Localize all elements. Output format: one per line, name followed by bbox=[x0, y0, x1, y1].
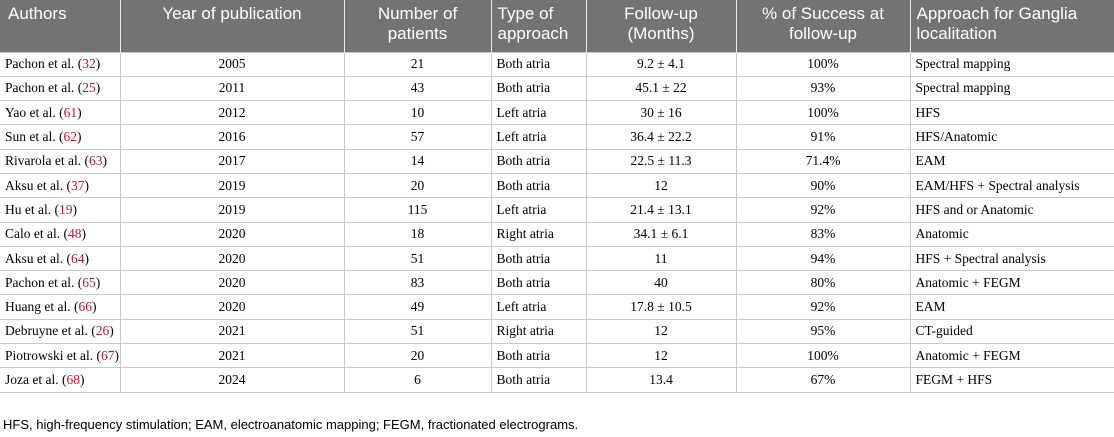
reference-link[interactable]: 63 bbox=[88, 153, 103, 169]
cell-author: Pachon et al. (65) bbox=[0, 271, 120, 295]
cell-ganglia: Anatomic + FEGM bbox=[910, 271, 1114, 295]
cell-patients: 10 bbox=[344, 101, 491, 125]
reference-link[interactable]: 66 bbox=[78, 299, 92, 315]
cell-author: Yao et al. (61) bbox=[0, 101, 120, 125]
cell-success: 90% bbox=[736, 173, 910, 197]
cell-ganglia: EAM bbox=[910, 149, 1114, 173]
table-row bbox=[0, 295, 1114, 319]
reference-link[interactable]: 67 bbox=[101, 347, 115, 363]
reference-link[interactable]: 61 bbox=[63, 104, 78, 120]
cell-patients: 115 bbox=[344, 198, 491, 222]
table-row bbox=[0, 52, 1114, 76]
cell-ganglia: CT-guided bbox=[910, 319, 1114, 343]
cell-patients: 14 bbox=[344, 149, 491, 173]
author-name: Aksu et al. bbox=[5, 177, 64, 193]
cell-ganglia: HFS/Anatomic bbox=[910, 125, 1114, 149]
cell-author: Debruyne et al. (26) bbox=[0, 319, 120, 343]
cell-followup: 34.1 ± 6.1 bbox=[586, 222, 736, 246]
cell-success: 67% bbox=[736, 368, 910, 392]
author-name: Piotrowski et al. bbox=[5, 347, 94, 363]
header-authors: Authors bbox=[0, 0, 120, 52]
cell-author: Rivarola et al. (63) bbox=[0, 149, 120, 173]
cell-ganglia: Anatomic + FEGM bbox=[910, 344, 1114, 368]
cell-followup: 36.4 ± 22.2 bbox=[586, 125, 736, 149]
cell-approach: Left atria bbox=[491, 101, 586, 125]
table-row bbox=[0, 198, 1114, 222]
table-row bbox=[0, 125, 1114, 149]
header-followup: Follow-up (Months) bbox=[586, 0, 736, 52]
cell-author: Pachon et al. (32) bbox=[0, 52, 120, 76]
cell-success: 83% bbox=[736, 222, 910, 246]
reference-link[interactable]: 65 bbox=[82, 274, 96, 290]
cell-followup: 13.4 bbox=[586, 368, 736, 392]
table-row bbox=[0, 246, 1114, 270]
author-name: Huang et al. bbox=[5, 299, 71, 315]
cell-year: 2020 bbox=[120, 246, 344, 270]
cell-ganglia: EAM/HFS + Spectral analysis bbox=[910, 173, 1114, 197]
table-row bbox=[0, 149, 1114, 173]
cell-patients: 6 bbox=[344, 368, 491, 392]
cell-followup: 22.5 ± 11.3 bbox=[586, 149, 736, 173]
cell-year: 2020 bbox=[120, 295, 344, 319]
cell-success: 94% bbox=[736, 246, 910, 270]
author-name: Aksu et al. bbox=[5, 250, 64, 266]
cell-year: 2024 bbox=[120, 368, 344, 392]
cell-ganglia: Spectral mapping bbox=[910, 76, 1114, 100]
cell-author: Calo et al. (48) bbox=[0, 222, 120, 246]
cell-success: 93% bbox=[736, 76, 910, 100]
author-name: Hu et al. bbox=[5, 201, 52, 217]
cell-author: Aksu et al. (64) bbox=[0, 246, 120, 270]
header-ganglia: Approach for Ganglia localitation bbox=[910, 0, 1114, 52]
cell-author: Joza et al. (68) bbox=[0, 368, 120, 392]
cell-approach: Both atria bbox=[491, 344, 586, 368]
cell-author: Hu et al. (19) bbox=[0, 198, 120, 222]
cell-year: 2021 bbox=[120, 344, 344, 368]
cell-ganglia: HFS + Spectral analysis bbox=[910, 246, 1114, 270]
cell-year: 2020 bbox=[120, 222, 344, 246]
reference-link[interactable]: 48 bbox=[67, 226, 82, 242]
author-name: Rivarola et al. bbox=[5, 153, 82, 169]
author-name: Debruyne et al. bbox=[5, 323, 88, 339]
header-year: Year of publication bbox=[120, 0, 344, 52]
cell-ganglia: EAM bbox=[910, 295, 1114, 319]
cell-year: 2021 bbox=[120, 319, 344, 343]
author-name: Yao et al. bbox=[5, 104, 56, 120]
cell-success: 100% bbox=[736, 52, 910, 76]
reference-link[interactable]: 37 bbox=[71, 177, 85, 193]
table-row bbox=[0, 344, 1114, 368]
cell-author: Aksu et al. (37) bbox=[0, 173, 120, 197]
cell-approach: Both atria bbox=[491, 368, 586, 392]
cell-success: 100% bbox=[736, 344, 910, 368]
cell-year: 2005 bbox=[120, 52, 344, 76]
author-name: Calo et al. bbox=[5, 226, 61, 242]
cell-success: 100% bbox=[736, 101, 910, 125]
cell-ganglia: HFS and or Anatomic bbox=[910, 198, 1114, 222]
cell-followup: 12 bbox=[586, 173, 736, 197]
cell-followup: 45.1 ± 22 bbox=[586, 76, 736, 100]
cell-patients: 21 bbox=[344, 52, 491, 76]
cell-followup: 17.8 ± 10.5 bbox=[586, 295, 736, 319]
cell-author: Piotrowski et al. (67) bbox=[0, 344, 120, 368]
cell-year: 2012 bbox=[120, 101, 344, 125]
cell-patients: 43 bbox=[344, 76, 491, 100]
cell-patients: 18 bbox=[344, 222, 491, 246]
cell-approach: Left atria bbox=[491, 295, 586, 319]
cell-year: 2016 bbox=[120, 125, 344, 149]
author-name: Pachon et al. bbox=[5, 56, 75, 72]
cell-ganglia: Anatomic bbox=[910, 222, 1114, 246]
author-name: Sun et al. bbox=[5, 129, 56, 145]
cell-patients: 57 bbox=[344, 125, 491, 149]
cell-year: 2017 bbox=[120, 149, 344, 173]
cell-ganglia: HFS bbox=[910, 101, 1114, 125]
cell-author: Huang et al. (66) bbox=[0, 295, 120, 319]
cell-success: 92% bbox=[736, 295, 910, 319]
cell-success: 80% bbox=[736, 271, 910, 295]
cell-approach: Both atria bbox=[491, 173, 586, 197]
reference-link[interactable]: 26 bbox=[95, 323, 110, 339]
cell-success: 95% bbox=[736, 319, 910, 343]
table-row bbox=[0, 271, 1114, 295]
cell-patients: 20 bbox=[344, 344, 491, 368]
reference-link[interactable]: 32 bbox=[82, 56, 96, 72]
author-name: Pachon et al. bbox=[5, 274, 75, 290]
cell-author: Sun et al. (62) bbox=[0, 125, 120, 149]
cell-approach: Both atria bbox=[491, 149, 586, 173]
cell-approach: Right atria bbox=[491, 222, 586, 246]
cell-ganglia: Spectral mapping bbox=[910, 52, 1114, 76]
cell-author: Pachon et al. (25) bbox=[0, 76, 120, 100]
cell-patients: 83 bbox=[344, 271, 491, 295]
cell-success: 91% bbox=[736, 125, 910, 149]
cell-approach: Both atria bbox=[491, 76, 586, 100]
table-row bbox=[0, 222, 1114, 246]
cell-success: 92% bbox=[736, 198, 910, 222]
author-name: Joza et al. bbox=[5, 372, 59, 387]
header-row bbox=[0, 0, 1114, 52]
cell-followup: 40 bbox=[586, 271, 736, 295]
cell-patients: 51 bbox=[344, 319, 491, 343]
cell-approach: Both atria bbox=[491, 271, 586, 295]
header-success: % of Success at follow-up bbox=[736, 0, 910, 52]
cell-approach: Both atria bbox=[491, 52, 586, 76]
table-row bbox=[0, 368, 1114, 392]
cell-year: 2020 bbox=[120, 271, 344, 295]
cell-year: 2019 bbox=[120, 198, 344, 222]
cell-ganglia: FEGM + HFS bbox=[910, 368, 1114, 392]
reference-link[interactable]: 62 bbox=[63, 129, 77, 145]
cell-followup: 21.4 ± 13.1 bbox=[586, 198, 736, 222]
cell-approach: Right atria bbox=[491, 319, 586, 343]
table-row bbox=[0, 319, 1114, 343]
cell-patients: 49 bbox=[344, 295, 491, 319]
cell-approach: Both atria bbox=[491, 246, 586, 270]
cell-followup: 12 bbox=[586, 344, 736, 368]
cell-approach: Left atria bbox=[491, 125, 586, 149]
table-footnote: HFS, high-frequency stimulation; EAM, electroanatomic mapping; FEGM, fractionated electrograms. bbox=[3, 417, 579, 432]
cell-patients: 51 bbox=[344, 246, 491, 270]
header-patients: Number of patients bbox=[344, 0, 491, 52]
reference-link[interactable]: 64 bbox=[71, 250, 85, 266]
table-row bbox=[0, 76, 1114, 100]
author-name: Pachon et al. bbox=[5, 80, 75, 96]
reference-link[interactable]: 19 bbox=[59, 201, 73, 217]
reference-link[interactable]: 25 bbox=[82, 80, 96, 96]
cell-approach: Left atria bbox=[491, 198, 586, 222]
cell-success: 71.4% bbox=[736, 149, 910, 173]
cell-followup: 30 ± 16 bbox=[586, 101, 736, 125]
cell-year: 2019 bbox=[120, 173, 344, 197]
cell-followup: 9.2 ± 4.1 bbox=[586, 52, 736, 76]
table-row bbox=[0, 173, 1114, 197]
reference-link[interactable]: 68 bbox=[66, 372, 80, 387]
cell-year: 2011 bbox=[120, 76, 344, 100]
header-approach: Type of approach bbox=[491, 0, 586, 52]
cell-followup: 12 bbox=[586, 319, 736, 343]
cell-patients: 20 bbox=[344, 173, 491, 197]
table-row bbox=[0, 101, 1114, 125]
cell-followup: 11 bbox=[586, 246, 736, 270]
